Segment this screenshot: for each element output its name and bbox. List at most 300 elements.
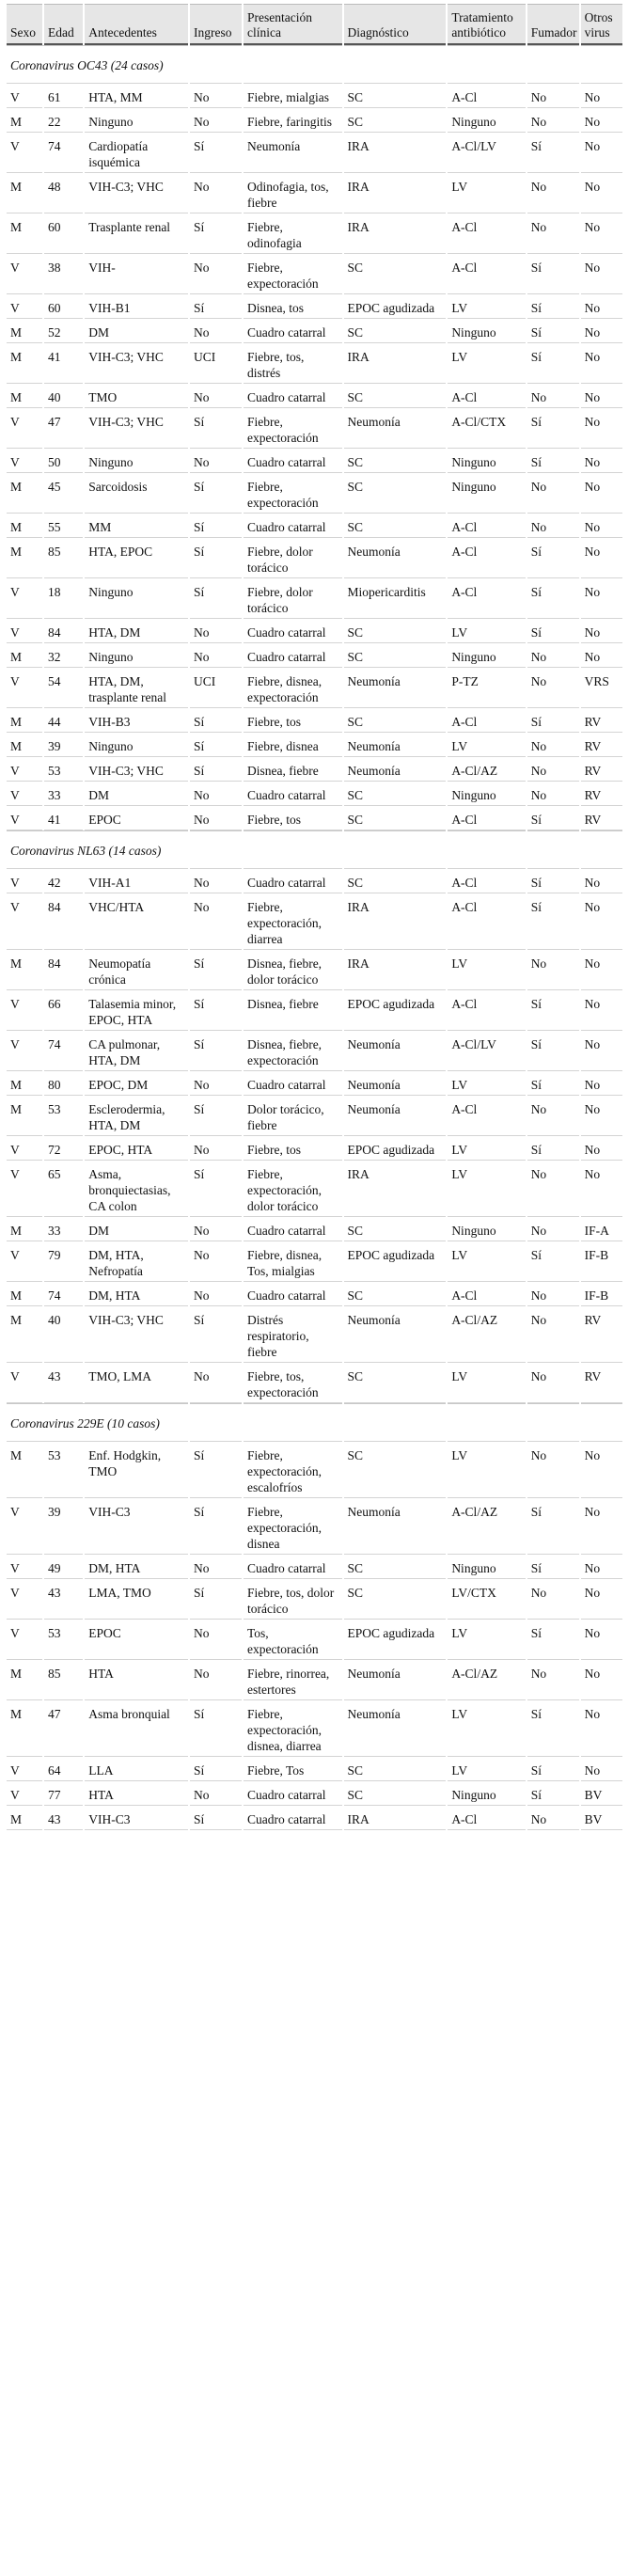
table-row (7, 643, 622, 668)
table-cell: 54 (44, 668, 83, 708)
table-cell: V (7, 1161, 42, 1217)
table-cell: SC (344, 108, 447, 133)
table-cell: V (7, 1031, 42, 1071)
table-cell: Sí (190, 757, 242, 782)
table-row (7, 950, 622, 990)
table-header (7, 4, 622, 45)
table-cell: A-Cl (448, 213, 525, 254)
table-cell: M (7, 950, 42, 990)
table-row (7, 619, 622, 643)
table-cell: No (527, 668, 579, 708)
table-cell: No (190, 869, 242, 893)
section-empty-cell (448, 1403, 525, 1442)
table-cell: Sí (527, 1241, 579, 1282)
table-cell: Ninguno (85, 643, 188, 668)
table-cell: V (7, 1555, 42, 1579)
table-cell: SC (344, 708, 447, 733)
table-cell: LV (448, 1071, 525, 1096)
section-empty-cell (244, 1403, 342, 1442)
table-cell: Sí (527, 133, 579, 173)
table-cell: No (190, 1620, 242, 1660)
table-cell: V (7, 578, 42, 619)
table-cell: SC (344, 84, 447, 108)
table-cell: DM (85, 782, 188, 806)
table-cell: LV (448, 1136, 525, 1161)
table-cell: 41 (44, 806, 83, 830)
table-cell: Fiebre, disnea, Tos, mialgias (244, 1241, 342, 1282)
table-cell: No (527, 108, 579, 133)
table-cell: No (581, 1555, 622, 1579)
table-cell: Talasemia minor, EPOC, HTA (85, 990, 188, 1031)
table-cell: 43 (44, 1363, 83, 1403)
table-cell: 74 (44, 1031, 83, 1071)
table-cell: RV (581, 1306, 622, 1363)
table-cell: SC (344, 1555, 447, 1579)
table-cell: V (7, 1620, 42, 1660)
table-cell: No (527, 733, 579, 757)
table-cell: A-Cl/AZ (448, 1498, 525, 1555)
table-cell: M (7, 473, 42, 514)
table-row (7, 869, 622, 893)
table-cell: M (7, 538, 42, 578)
table-cell: Sí (527, 806, 579, 830)
table-cell: No (190, 173, 242, 213)
table-cell: No (527, 173, 579, 213)
table-row (7, 1363, 622, 1403)
document (5, 4, 624, 1830)
table-cell: 84 (44, 950, 83, 990)
table-cell: SC (344, 1442, 447, 1498)
table-cell: Fiebre, mialgias (244, 84, 342, 108)
table-row (7, 733, 622, 757)
table-row (7, 990, 622, 1031)
table-cell: Neumonía (344, 1071, 447, 1096)
table-cell: V (7, 294, 42, 319)
table-cell: No (581, 1136, 622, 1161)
table-cell: Sí (527, 408, 579, 449)
table-cell: Cuadro catarral (244, 384, 342, 408)
table-cell: HTA, DM, trasplante renal (85, 668, 188, 708)
table-cell: 85 (44, 538, 83, 578)
table-body (7, 45, 622, 1830)
table-cell: Sí (527, 294, 579, 319)
table-cell: Sí (190, 578, 242, 619)
table-cell: Neumopatía crónica (85, 950, 188, 990)
col-header-otros-virus: Otros virus (581, 4, 622, 45)
table-cell: SC (344, 514, 447, 538)
table-cell: No (190, 1363, 242, 1403)
table-row (7, 1136, 622, 1161)
table-cell: Sí (527, 1071, 579, 1096)
table-row (7, 319, 622, 343)
table-cell: EPOC, HTA (85, 1136, 188, 1161)
table-cell: 44 (44, 708, 83, 733)
section-empty-cell (344, 1403, 447, 1442)
table-cell: V (7, 1363, 42, 1403)
section-empty-cell (190, 830, 242, 869)
table-cell: No (527, 1306, 579, 1363)
table-cell: LV (448, 1700, 525, 1757)
table-cell: LV (448, 173, 525, 213)
table-cell: Neumonía (344, 1700, 447, 1757)
table-cell: Sí (190, 133, 242, 173)
table-cell: A-Cl (448, 990, 525, 1031)
table-cell: M (7, 643, 42, 668)
table-cell: 49 (44, 1555, 83, 1579)
table-cell: Ninguno (85, 733, 188, 757)
table-row (7, 1781, 622, 1806)
table-cell: 39 (44, 1498, 83, 1555)
table-cell: 43 (44, 1579, 83, 1620)
table-cell: M (7, 319, 42, 343)
table-cell: HTA, DM (85, 619, 188, 643)
table-cell: SC (344, 869, 447, 893)
table-cell: Ninguno (448, 449, 525, 473)
table-cell: No (190, 1282, 242, 1306)
table-cell: Cuadro catarral (244, 869, 342, 893)
table-cell: V (7, 806, 42, 830)
table-cell: Cuadro catarral (244, 619, 342, 643)
table-row (7, 1700, 622, 1757)
table-cell: Fiebre, tos, expectoración (244, 1363, 342, 1403)
table-cell: A-Cl (448, 254, 525, 294)
section-empty-cell (581, 830, 622, 869)
table-cell: VIH-B1 (85, 294, 188, 319)
table-cell: SC (344, 619, 447, 643)
table-cell: Fiebre, expectoración (244, 408, 342, 449)
table-cell: SC (344, 643, 447, 668)
table-cell: 66 (44, 990, 83, 1031)
section-header-row (7, 830, 622, 869)
table-row (7, 473, 622, 514)
table-row (7, 408, 622, 449)
table-cell: VIH-C3; VHC (85, 757, 188, 782)
table-cell: No (190, 84, 242, 108)
col-header-fumador: Fumador (527, 4, 579, 45)
table-cell: IRA (344, 1161, 447, 1217)
table-cell: A-Cl/LV (448, 133, 525, 173)
table-cell: IRA (344, 893, 447, 950)
table-cell: Fiebre, expectoración (244, 254, 342, 294)
table-cell: No (527, 1806, 579, 1830)
table-cell: Enf. Hodgkin, TMO (85, 1442, 188, 1498)
table-cell: No (527, 1096, 579, 1136)
table-cell: VIH-C3; VHC (85, 343, 188, 384)
table-cell: EPOC agudizada (344, 294, 447, 319)
table-cell: A-Cl (448, 578, 525, 619)
table-cell: M (7, 343, 42, 384)
table-cell: EPOC agudizada (344, 1620, 447, 1660)
table-cell: Cuadro catarral (244, 449, 342, 473)
section-empty-cell (448, 45, 525, 84)
table-cell: No (581, 254, 622, 294)
clinical-cases-table (5, 4, 624, 1830)
table-cell: M (7, 1096, 42, 1136)
table-cell: SC (344, 1363, 447, 1403)
table-cell: No (527, 1217, 579, 1241)
table-cell: No (527, 643, 579, 668)
table-row (7, 84, 622, 108)
table-cell: RV (581, 1363, 622, 1403)
table-cell: Cuadro catarral (244, 1282, 342, 1306)
table-cell: Cuadro catarral (244, 514, 342, 538)
table-row (7, 708, 622, 733)
table-cell: No (527, 757, 579, 782)
table-cell: UCI (190, 668, 242, 708)
table-cell: Sí (190, 473, 242, 514)
table-cell: No (581, 1498, 622, 1555)
table-cell: No (581, 473, 622, 514)
table-cell: A-Cl (448, 84, 525, 108)
table-cell: 48 (44, 173, 83, 213)
table-cell: Sí (190, 1161, 242, 1217)
table-cell: 41 (44, 343, 83, 384)
table-cell: SC (344, 1579, 447, 1620)
section-empty-cell (527, 830, 579, 869)
table-cell: Cuadro catarral (244, 1555, 342, 1579)
table-row (7, 1241, 622, 1282)
table-cell: V (7, 1781, 42, 1806)
table-cell: No (527, 1282, 579, 1306)
table-cell: 45 (44, 473, 83, 514)
table-cell: V (7, 619, 42, 643)
table-cell: No (527, 473, 579, 514)
table-cell: BV (581, 1781, 622, 1806)
table-cell: EPOC agudizada (344, 990, 447, 1031)
table-cell: Sí (527, 1555, 579, 1579)
table-cell: No (581, 1700, 622, 1757)
table-cell: Fiebre, expectoración, disnea, diarrea (244, 1700, 342, 1757)
table-cell: Ninguno (448, 643, 525, 668)
table-cell: 38 (44, 254, 83, 294)
table-cell: HTA (85, 1781, 188, 1806)
table-cell: LV (448, 1757, 525, 1781)
table-cell: MM (85, 514, 188, 538)
table-cell: Fiebre, dolor torácico (244, 538, 342, 578)
table-cell: 40 (44, 384, 83, 408)
table-row (7, 1620, 622, 1660)
table-cell: No (527, 84, 579, 108)
table-cell: Fiebre, expectoración, escalofríos (244, 1442, 342, 1498)
table-cell: CA pulmonar, HTA, DM (85, 1031, 188, 1071)
table-cell: No (581, 408, 622, 449)
table-cell: IRA (344, 133, 447, 173)
table-cell: Fiebre, tos (244, 1136, 342, 1161)
table-cell: M (7, 1217, 42, 1241)
table-cell: M (7, 514, 42, 538)
table-cell: Fiebre, disnea, expectoración (244, 668, 342, 708)
table-cell: Sí (190, 514, 242, 538)
table-row (7, 1096, 622, 1136)
table-cell: SC (344, 319, 447, 343)
table-cell: VIH- (85, 254, 188, 294)
table-cell: No (581, 173, 622, 213)
table-cell: DM (85, 319, 188, 343)
table-cell: 60 (44, 213, 83, 254)
table-cell: M (7, 1071, 42, 1096)
table-cell: HTA, EPOC (85, 538, 188, 578)
table-cell: IF-A (581, 1217, 622, 1241)
table-cell: 80 (44, 1071, 83, 1096)
table-cell: Sí (190, 1498, 242, 1555)
table-cell: No (581, 990, 622, 1031)
table-cell: RV (581, 782, 622, 806)
table-cell: Miopericarditis (344, 578, 447, 619)
table-cell: No (527, 782, 579, 806)
table-cell: A-Cl (448, 1282, 525, 1306)
table-cell: Sí (527, 254, 579, 294)
table-cell: DM, HTA, Nefropatía (85, 1241, 188, 1282)
table-cell: SC (344, 1282, 447, 1306)
table-cell: Disnea, fiebre, dolor torácico (244, 950, 342, 990)
table-cell: No (581, 108, 622, 133)
table-cell: No (581, 384, 622, 408)
table-cell: SC (344, 473, 447, 514)
table-cell: BV (581, 1806, 622, 1830)
section-header-row (7, 1403, 622, 1442)
table-cell: SC (344, 449, 447, 473)
table-cell: 53 (44, 757, 83, 782)
table-cell: Fiebre, tos, dolor torácico (244, 1579, 342, 1620)
table-cell: No (581, 514, 622, 538)
table-cell: Sí (527, 1498, 579, 1555)
table-cell: V (7, 1136, 42, 1161)
table-cell: IRA (344, 213, 447, 254)
table-cell: 77 (44, 1781, 83, 1806)
table-cell: IF-B (581, 1241, 622, 1282)
table-cell: V (7, 668, 42, 708)
table-cell: 47 (44, 1700, 83, 1757)
table-cell: 43 (44, 1806, 83, 1830)
table-cell: Asma, bronquiectasias, CA colon (85, 1161, 188, 1217)
table-row (7, 782, 622, 806)
table-cell: V (7, 1579, 42, 1620)
table-cell: TMO (85, 384, 188, 408)
table-cell: 65 (44, 1161, 83, 1217)
table-cell: V (7, 133, 42, 173)
table-cell: 53 (44, 1442, 83, 1498)
table-cell: No (581, 643, 622, 668)
table-row (7, 1660, 622, 1700)
table-cell: EPOC, DM (85, 1071, 188, 1096)
table-cell: Fiebre, expectoración, disnea (244, 1498, 342, 1555)
table-cell: V (7, 1241, 42, 1282)
section-header-row (7, 45, 622, 84)
table-row (7, 1757, 622, 1781)
table-cell: No (581, 1071, 622, 1096)
table-cell: Ninguno (448, 108, 525, 133)
table-cell: V (7, 254, 42, 294)
table-cell: No (527, 950, 579, 990)
table-cell: RV (581, 806, 622, 830)
table-cell: Sí (190, 294, 242, 319)
table-cell: LV (448, 1620, 525, 1660)
table-cell: VIH-C3; VHC (85, 408, 188, 449)
table-cell: No (581, 1161, 622, 1217)
table-cell: No (190, 619, 242, 643)
table-cell: Sí (190, 1096, 242, 1136)
table-row (7, 449, 622, 473)
col-header-presentacion: Presentación clínica (244, 4, 342, 45)
table-cell: Sí (190, 1579, 242, 1620)
section-empty-cell (581, 45, 622, 84)
table-cell: Cuadro catarral (244, 1217, 342, 1241)
table-cell: 42 (44, 869, 83, 893)
table-cell: Fiebre, tos (244, 806, 342, 830)
table-cell: SC (344, 1217, 447, 1241)
table-row (7, 343, 622, 384)
table-cell: Disnea, fiebre, expectoración (244, 1031, 342, 1071)
table-cell: Disnea, fiebre (244, 757, 342, 782)
table-cell: V (7, 449, 42, 473)
table-cell: SC (344, 1781, 447, 1806)
table-row (7, 133, 622, 173)
table-cell: Cardiopatía isquémica (85, 133, 188, 173)
table-cell: LV/CTX (448, 1579, 525, 1620)
table-cell: No (581, 1031, 622, 1071)
table-cell: A-Cl (448, 384, 525, 408)
table-cell: No (581, 1579, 622, 1620)
section-empty-cell (344, 830, 447, 869)
table-row (7, 294, 622, 319)
table-cell: A-Cl/AZ (448, 757, 525, 782)
table-cell: A-Cl (448, 1806, 525, 1830)
table-cell: No (190, 1660, 242, 1700)
table-cell: Esclerodermia, HTA, DM (85, 1096, 188, 1136)
table-cell: LLA (85, 1757, 188, 1781)
table-cell: Cuadro catarral (244, 643, 342, 668)
table-cell: Neumonía (344, 1031, 447, 1071)
table-cell: 74 (44, 1282, 83, 1306)
table-row (7, 668, 622, 708)
table-cell: SC (344, 1757, 447, 1781)
table-cell: Sí (190, 733, 242, 757)
table-cell: Disnea, tos (244, 294, 342, 319)
table-cell: V (7, 757, 42, 782)
table-cell: Ninguno (85, 108, 188, 133)
table-cell: 61 (44, 84, 83, 108)
table-cell: VIH-A1 (85, 869, 188, 893)
table-cell: 74 (44, 133, 83, 173)
table-cell: EPOC (85, 806, 188, 830)
table-row (7, 1217, 622, 1241)
table-cell: Sí (527, 449, 579, 473)
col-header-diagnostico: Diagnóstico (344, 4, 447, 45)
table-row (7, 384, 622, 408)
table-cell: VRS (581, 668, 622, 708)
table-cell: Ninguno (448, 1217, 525, 1241)
table-cell: No (581, 294, 622, 319)
table-cell: Sí (527, 538, 579, 578)
col-header-sexo: Sexo (7, 4, 42, 45)
table-cell: Sí (527, 619, 579, 643)
table-cell: No (527, 384, 579, 408)
table-cell: V (7, 893, 42, 950)
table-cell: Cuadro catarral (244, 319, 342, 343)
table-cell: DM (85, 1217, 188, 1241)
table-cell: Ninguno (85, 578, 188, 619)
col-header-tratamiento: Tratamiento antibiótico (448, 4, 525, 45)
table-cell: 53 (44, 1620, 83, 1660)
section-empty-cell (244, 45, 342, 84)
table-cell: No (190, 1136, 242, 1161)
table-cell: Sí (190, 1442, 242, 1498)
table-cell: LV (448, 343, 525, 384)
table-cell: Neumonía (344, 668, 447, 708)
table-cell: Trasplante renal (85, 213, 188, 254)
table-cell: Sí (190, 950, 242, 990)
table-cell: Sí (527, 578, 579, 619)
